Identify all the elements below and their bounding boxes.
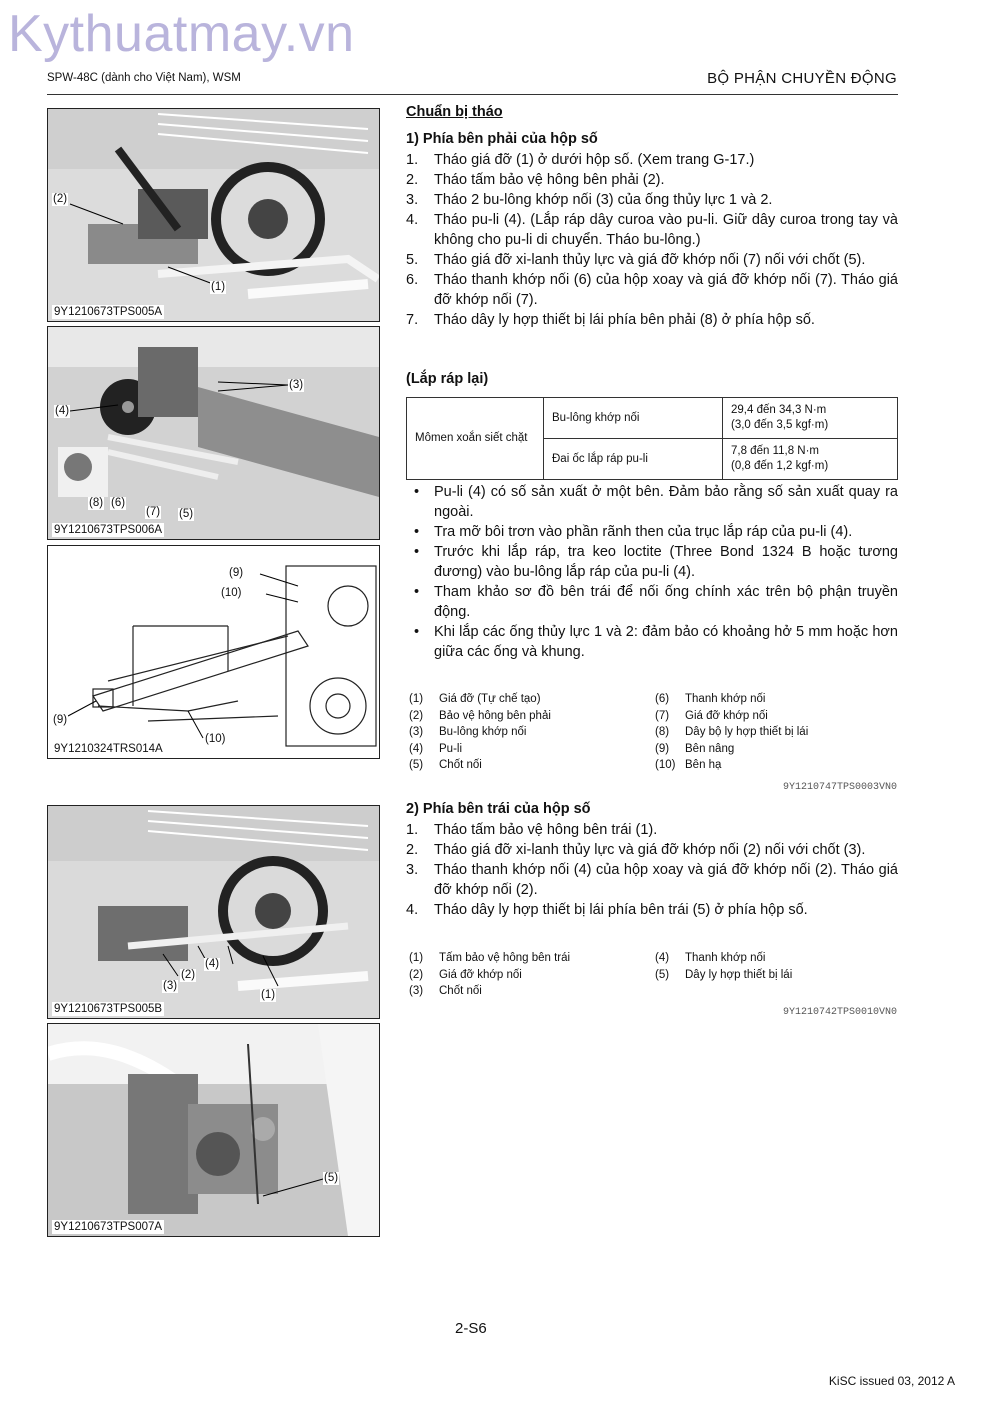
- step-item: 2. Tháo tấm bảo vệ hông bên phải (2).: [406, 172, 665, 188]
- step-item: 5. Tháo giá đỡ xi-lanh thủy lực và giá đỡ khớp nối (7) nối với chốt (5).: [406, 252, 866, 268]
- header-section: BỘ PHẬN CHUYỀN ĐỘNG: [707, 70, 897, 87]
- torque-item: Bu-lông khớp nối: [544, 398, 723, 439]
- note-item: • Khi lắp các ống thủy lực 1 và 2: đảm bảo có khoảng hở 5 mm hoặc hơn giữa các ống và khung.: [406, 622, 898, 662]
- note-item: • Tra mỡ bôi trơn vào phần rãnh then của trục lắp ráp của pu-li (4).: [406, 522, 898, 542]
- step-item: 3. Tháo thanh khớp nối (4) của hộp xoay và giá đỡ khớp nối (2). Tháo giá đỡ khớp nối (2).: [406, 862, 898, 898]
- note-item: • Trước khi lắp ráp, tra keo loctite (Three Bond 1324 B hoặc tương đương) vào bu-lông lắp ráp của pu-li (4).: [406, 542, 898, 582]
- callout-label: (5): [179, 508, 194, 520]
- figure-code: 9Y1210673TPS006A: [54, 524, 163, 536]
- step-item: 4. Tháo dây ly hợp thiết bị lái phía bên trái (5) ở phía hộp số.: [406, 902, 808, 918]
- step-item: 6. Tháo thanh khớp nối (6) của hộp xoay và giá đỡ khớp nối (7). Tháo giá đỡ khớp nối (7).: [406, 272, 898, 308]
- figure-left-side-photo: [47, 805, 380, 1019]
- header-model: SPW-48C (dành cho Việt Nam), WSM: [47, 72, 241, 84]
- figure-code: 9Y1210324TRS014A: [54, 743, 163, 755]
- legend-col-right: (6) Thanh khớp nối (7) Giá đỡ khớp nối (8) Dây bộ ly hợp thiết bị lái (9) Bên nâng (10) Bên hạ: [655, 693, 809, 771]
- section-title: Chuẩn bị tháo: [406, 104, 503, 120]
- callout-label: (5): [324, 1172, 339, 1184]
- callout-label: (1): [261, 989, 276, 1001]
- callout-label: (4): [55, 405, 70, 417]
- callout-label: (7): [146, 506, 161, 518]
- callout-label: (10): [205, 733, 226, 745]
- torque-value: 7,8 đến 11,8 N·m (0,8 đến 1,2 kgf·m): [723, 439, 898, 480]
- hose-routing-drawing: [48, 546, 379, 758]
- issue-note: KiSC issued 03, 2012 A: [828, 1374, 955, 1388]
- figure-code: 9Y1210673TPS007A: [54, 1221, 163, 1233]
- header-rule: [47, 94, 898, 95]
- step-item: 3. Tháo 2 bu-lông khớp nối (3) của ống thủy lực 1 và 2.: [406, 192, 773, 208]
- reference-code: 9Y1210742TPS0010VN0: [782, 1007, 897, 1018]
- torque-value: 29,4 đến 34,3 N·m (3,0 đến 3,5 kgf·m): [723, 398, 898, 439]
- figure-code: 9Y1210673TPS005B: [54, 1003, 163, 1015]
- callout-label: (10): [221, 587, 242, 599]
- watermark-logo: Kythuatmay.vn: [8, 5, 355, 63]
- callout-label: (3): [163, 980, 178, 992]
- figure-hose-diagram: [47, 545, 380, 759]
- step-item: 2. Tháo giá đỡ xi-lanh thủy lực và giá đỡ khớp nối (2) nối với chốt (3).: [406, 842, 866, 858]
- callout-label: (2): [53, 193, 68, 205]
- machine-photo-illustration: [48, 1024, 379, 1236]
- reassembly-notes: [406, 482, 898, 662]
- part1-legend: [409, 691, 898, 775]
- legend-col-left: (1) Giá đỡ (Tự chế tạo) (2) Bảo vệ hông bên phải (3) Bu-lông khớp nối (4) Pu-li (5) Chốt nối: [409, 693, 551, 771]
- part2-title: 2) Phía bên trái của hộp số: [406, 801, 591, 817]
- legend-col-right: (4) Thanh khớp nối (5) Dây ly hợp thiết bị lái: [655, 952, 793, 981]
- part2-steps: [406, 820, 898, 920]
- note-item: • Pu-li (4) có số sản xuất ở một bên. Đảm bảo rằng số sản xuất quay ra ngoài.: [406, 482, 898, 522]
- legend-col-left: (1) Tấm bảo vệ hông bên trái (2) Giá đỡ khớp nối (3) Chốt nối: [409, 952, 571, 997]
- note-item: • Tham khảo sơ đồ bên trái để nối ống chính xác trên bộ phận truyền động.: [406, 582, 898, 622]
- step-item: 4. Tháo pu-li (4). (Lắp ráp dây curoa vào pu-li. Giữ dây curoa trong tay và không cho pu-li di chuyển. Tháo bu-lông.): [406, 212, 898, 248]
- figure-code: 9Y1210673TPS005A: [54, 306, 163, 318]
- figure-right-side-photo: [47, 108, 380, 322]
- callout-label: (4): [205, 958, 220, 970]
- part1-steps: [406, 150, 898, 330]
- callout-label: (8): [89, 497, 104, 509]
- callout-label: (3): [289, 379, 304, 391]
- figure-clutch-wire-photo: [47, 1023, 380, 1237]
- callout-label: (2): [181, 969, 196, 981]
- figure-pulley-photo: [47, 326, 380, 540]
- page-number: 2-S6: [455, 1320, 487, 1337]
- torque-table: [406, 397, 898, 480]
- machine-photo-illustration: [48, 806, 379, 1018]
- callout-label: (9): [53, 714, 68, 726]
- part2-legend: [409, 950, 898, 1002]
- callout-label: (1): [211, 281, 226, 293]
- step-item: 1. Tháo tấm bảo vệ hông bên trái (1).: [406, 822, 658, 838]
- part1-title: 1) Phía bên phải của hộp số: [406, 131, 598, 147]
- reassembly-title: (Lắp ráp lại): [406, 371, 489, 387]
- callout-label: (9): [229, 567, 244, 579]
- step-item: 1. Tháo giá đỡ (1) ở dưới hộp số. (Xem trang G-17.): [406, 152, 755, 168]
- reference-code: 9Y1210747TPS0003VN0: [782, 782, 897, 793]
- callout-label: (6): [111, 497, 126, 509]
- torque-label: Mômen xoắn siết chặt: [407, 398, 544, 480]
- step-item: 7. Tháo dây ly hợp thiết bị lái phía bên phải (8) ở phía hộp số.: [406, 312, 815, 328]
- torque-item: Đai ốc lắp ráp pu-li: [544, 439, 723, 480]
